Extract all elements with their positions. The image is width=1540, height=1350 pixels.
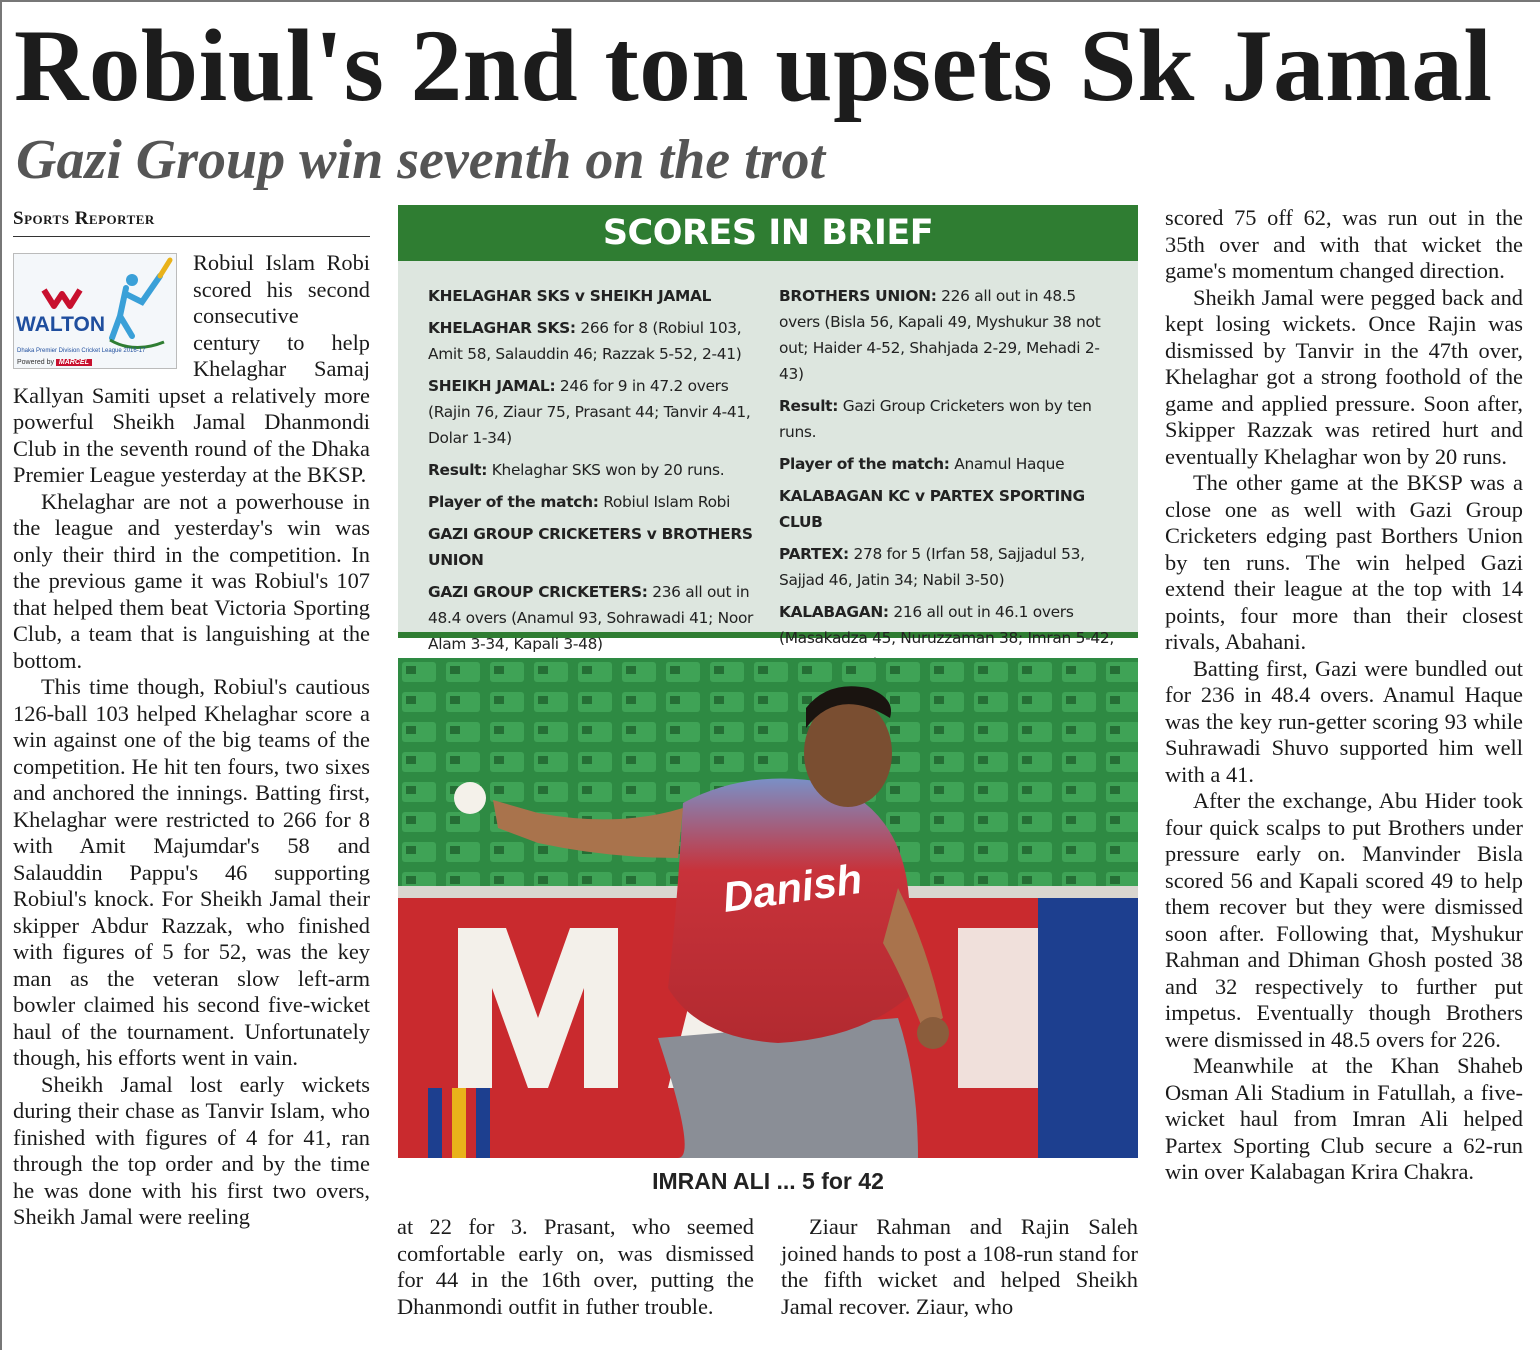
- article-paragraph: Meanwhile at the Khan Shaheb Osman Ali Stadium in Fatullah, a five-wicket haul from Imran Ali helped Partex Sporting Club secure a 62-run win over Kalabagan Krira Chakra.: [1165, 1053, 1523, 1184]
- article-paragraph: Khelaghar are not a powerhouse in the league and yesterday's win was only their third in the competition. In the previous game it was Robiul's 107 that helped them beat Victoria Sporting Club, a team that is languishing at the bottom.: [13, 488, 370, 673]
- logo-powered-by: Powered by: [17, 359, 54, 366]
- team-score: 226 all out in 48.5 overs (Bisla 56, Kapali 49, Myshukur 38 not out; Haider 4-52, Shahjada 2-29, Mehadi 2-43): [779, 287, 1101, 383]
- byline: Sports Reporter: [13, 208, 370, 237]
- team-label: KHELAGHAR SKS:: [428, 319, 576, 337]
- result-label: Result:: [779, 397, 839, 415]
- potm-text: Anamul Haque: [949, 455, 1065, 473]
- article-paragraph: The other game at the BKSP was a close one as well with Gazi Group Cricketers edging past Borthers Union by ten runs. The win helped Gazi extend their league at the top with 14 points, four more than their closest rivals, Abahani.: [1165, 470, 1523, 654]
- subheadline: Gazi Group win seventh on the trot: [16, 129, 826, 191]
- bowler-photo: [398, 658, 1138, 1158]
- team-label: KALABAGAN:: [779, 603, 889, 621]
- article-column-1: [13, 250, 370, 1231]
- team-label: PARTEX:: [779, 545, 849, 563]
- team-score: 278 for 5 (Irfan 58, Sajjadul 53, Sajjad 46, Jatin 34; Nabil 3-50): [779, 545, 1085, 589]
- scores-right-column: [779, 283, 1121, 683]
- photo-illustration: [398, 658, 1138, 1158]
- result-label: Result:: [428, 461, 488, 479]
- potm-line: [779, 451, 1121, 477]
- logo-brand: WALTON: [16, 313, 106, 336]
- article-paragraph: After the exchange, Abu Hider took four quick scalps to put Brothers under pressure early on. Manvinder Bisla scored 56 and Kapali scored 49 to help them recover but they were dismissed soon after. Following that, Myshukur Rahman and Dhiman Ghosh posted 38 and 32 respectively to further put impetus. Eventually though Brothers were dismissed in 48.5 overs for 226.: [1165, 788, 1523, 1052]
- team-label: SHEIKH JAMAL:: [428, 377, 556, 395]
- article-paragraph: Sheikh Jamal were pegged back and kept losing wickets. Once Rajin was dismissed by Tanvir in the 47th over, Khelaghar got a strong foothold of the game and applied pressure. Soon after, Skipper Razzak was retired hurt and eventually Khelaghar won by 20 runs.: [1165, 284, 1523, 469]
- logo-sponsor: [17, 350, 92, 369]
- score-line: [428, 315, 764, 367]
- team-label: GAZI GROUP CRICKETERS:: [428, 583, 648, 601]
- scores-title: SCORES IN BRIEF: [398, 205, 1138, 261]
- score-line: [779, 541, 1121, 593]
- result-line: [779, 393, 1121, 445]
- team-label: BROTHERS UNION:: [779, 287, 937, 305]
- match-title: KALABAGAN KC v PARTEX SPORTING CLUB: [779, 487, 1085, 531]
- result-text: Gazi Group Cricketers won by ten runs.: [779, 397, 1092, 441]
- article-paragraph: Ziaur Rahman and Rajin Saleh joined hands to post a 108-run stand for the fifth wicket and helped Sheikh Jamal recover. Ziaur, who: [781, 1214, 1138, 1319]
- potm-text: Robiul Islam Robi: [598, 493, 731, 511]
- potm-label: Player of the match:: [779, 455, 950, 473]
- scores-left-column: [428, 283, 764, 663]
- article-column-4: [1165, 205, 1523, 1186]
- stumps: [428, 1088, 490, 1158]
- potm-line: [428, 489, 764, 515]
- score-line: [779, 283, 1121, 387]
- article-paragraph: at 22 for 3. Prasant, who seemed comfortable early on, was dismissed for 44 in the 16th over, putting the Dhanmondi outfit in futher trouble.: [397, 1214, 754, 1319]
- article-paragraph: Sheikh Jamal lost early wickets during their chase as Tanvir Islam, who finished with figures of 4 for 41, ran through the top order and by the time he was done with his first two overs, Sheikh Jamal were reeling: [13, 1071, 370, 1229]
- logo-sponsor-name: MARCEL: [56, 359, 92, 366]
- article-paragraph: Robiul Islam Robi scored his second consecutive century to help Khelaghar Samaj Kallyan Samiti upset a relatively more powerful Sheikh Jamal Dhanmondi Club in the seventh round of the Dhaka Premier League yesterday at the BKSP.: [13, 250, 370, 487]
- potm-label: Player of the match:: [428, 493, 599, 511]
- score-line: [428, 579, 764, 657]
- result-text: Khelaghar SKS won by 20 runs.: [487, 461, 725, 479]
- score-line: [428, 373, 764, 451]
- photo-caption: IMRAN ALI ... 5 for 42: [652, 1168, 884, 1194]
- match-title: KHELAGHAR SKS v SHEIKH JAMAL: [428, 287, 712, 305]
- match-title: GAZI GROUP CRICKETERS v BROTHERS UNION: [428, 525, 753, 569]
- jersey-text: Danish: [719, 854, 865, 921]
- headline: Robiul's 2nd ton upsets Sk Jamal: [14, 9, 1493, 123]
- article-paragraph: Batting first, Gazi were bundled out for 236 in 48.4 overs. Anamul Haque was the key run-getter scoring 93 while Suhrawadi Shuvo supported him well with a 41.: [1165, 655, 1523, 787]
- team-score: 216 all out in 46.1 overs (Masakadza 45, Nuruzzaman 38; Imran 5-42,: [779, 603, 1114, 647]
- team-score: 266 for 8 (Robiul 103, Amit 58, Salauddin 46; Razzak 5-52, 2-41): [428, 319, 742, 363]
- scores-in-brief-box: [398, 205, 1138, 653]
- logo-league: Dhaka Premier Division Cricket League 2016-17: [17, 348, 146, 354]
- article-column-3: [781, 1214, 1138, 1320]
- article-paragraph: This time though, Robiul's cautious 126-ball 103 helped Khelaghar score a win against one of the big teams of the competition. He hit ten fours, two sixes and anchored the innings. Batting first, Khelaghar were restricted to 266 for 8 with Amit Majumdar's 58 and Salauddin Pappu's 46 supporting Robiul's knock. For Sheikh Jamal their skipper Abdur Razzak, who finished with figures of 5 for 52, was the key man as the veteran slow left-arm bowler claimed his second five-wicket haul of the tournament. Unfortunately though, his efforts went in vain.: [13, 674, 370, 1070]
- walton-logo: [13, 253, 177, 369]
- team-score: 236 all out in 48.4 overs (Anamul 93, Sohrawadi 41; Noor Alam 3-34, Kapali 3-48): [428, 583, 754, 653]
- team-score: 246 for 9 in 47.2 overs (Rajin 76, Ziaur 75, Prasant 44; Tanvir 4-41, Dolar 1-34): [428, 377, 751, 447]
- article-column-2: [397, 1214, 754, 1320]
- article-paragraph: scored 75 off 62, was run out in the 35th over and with that wicket the game's momentum changed direction.: [1165, 205, 1523, 283]
- result-line: [428, 457, 764, 483]
